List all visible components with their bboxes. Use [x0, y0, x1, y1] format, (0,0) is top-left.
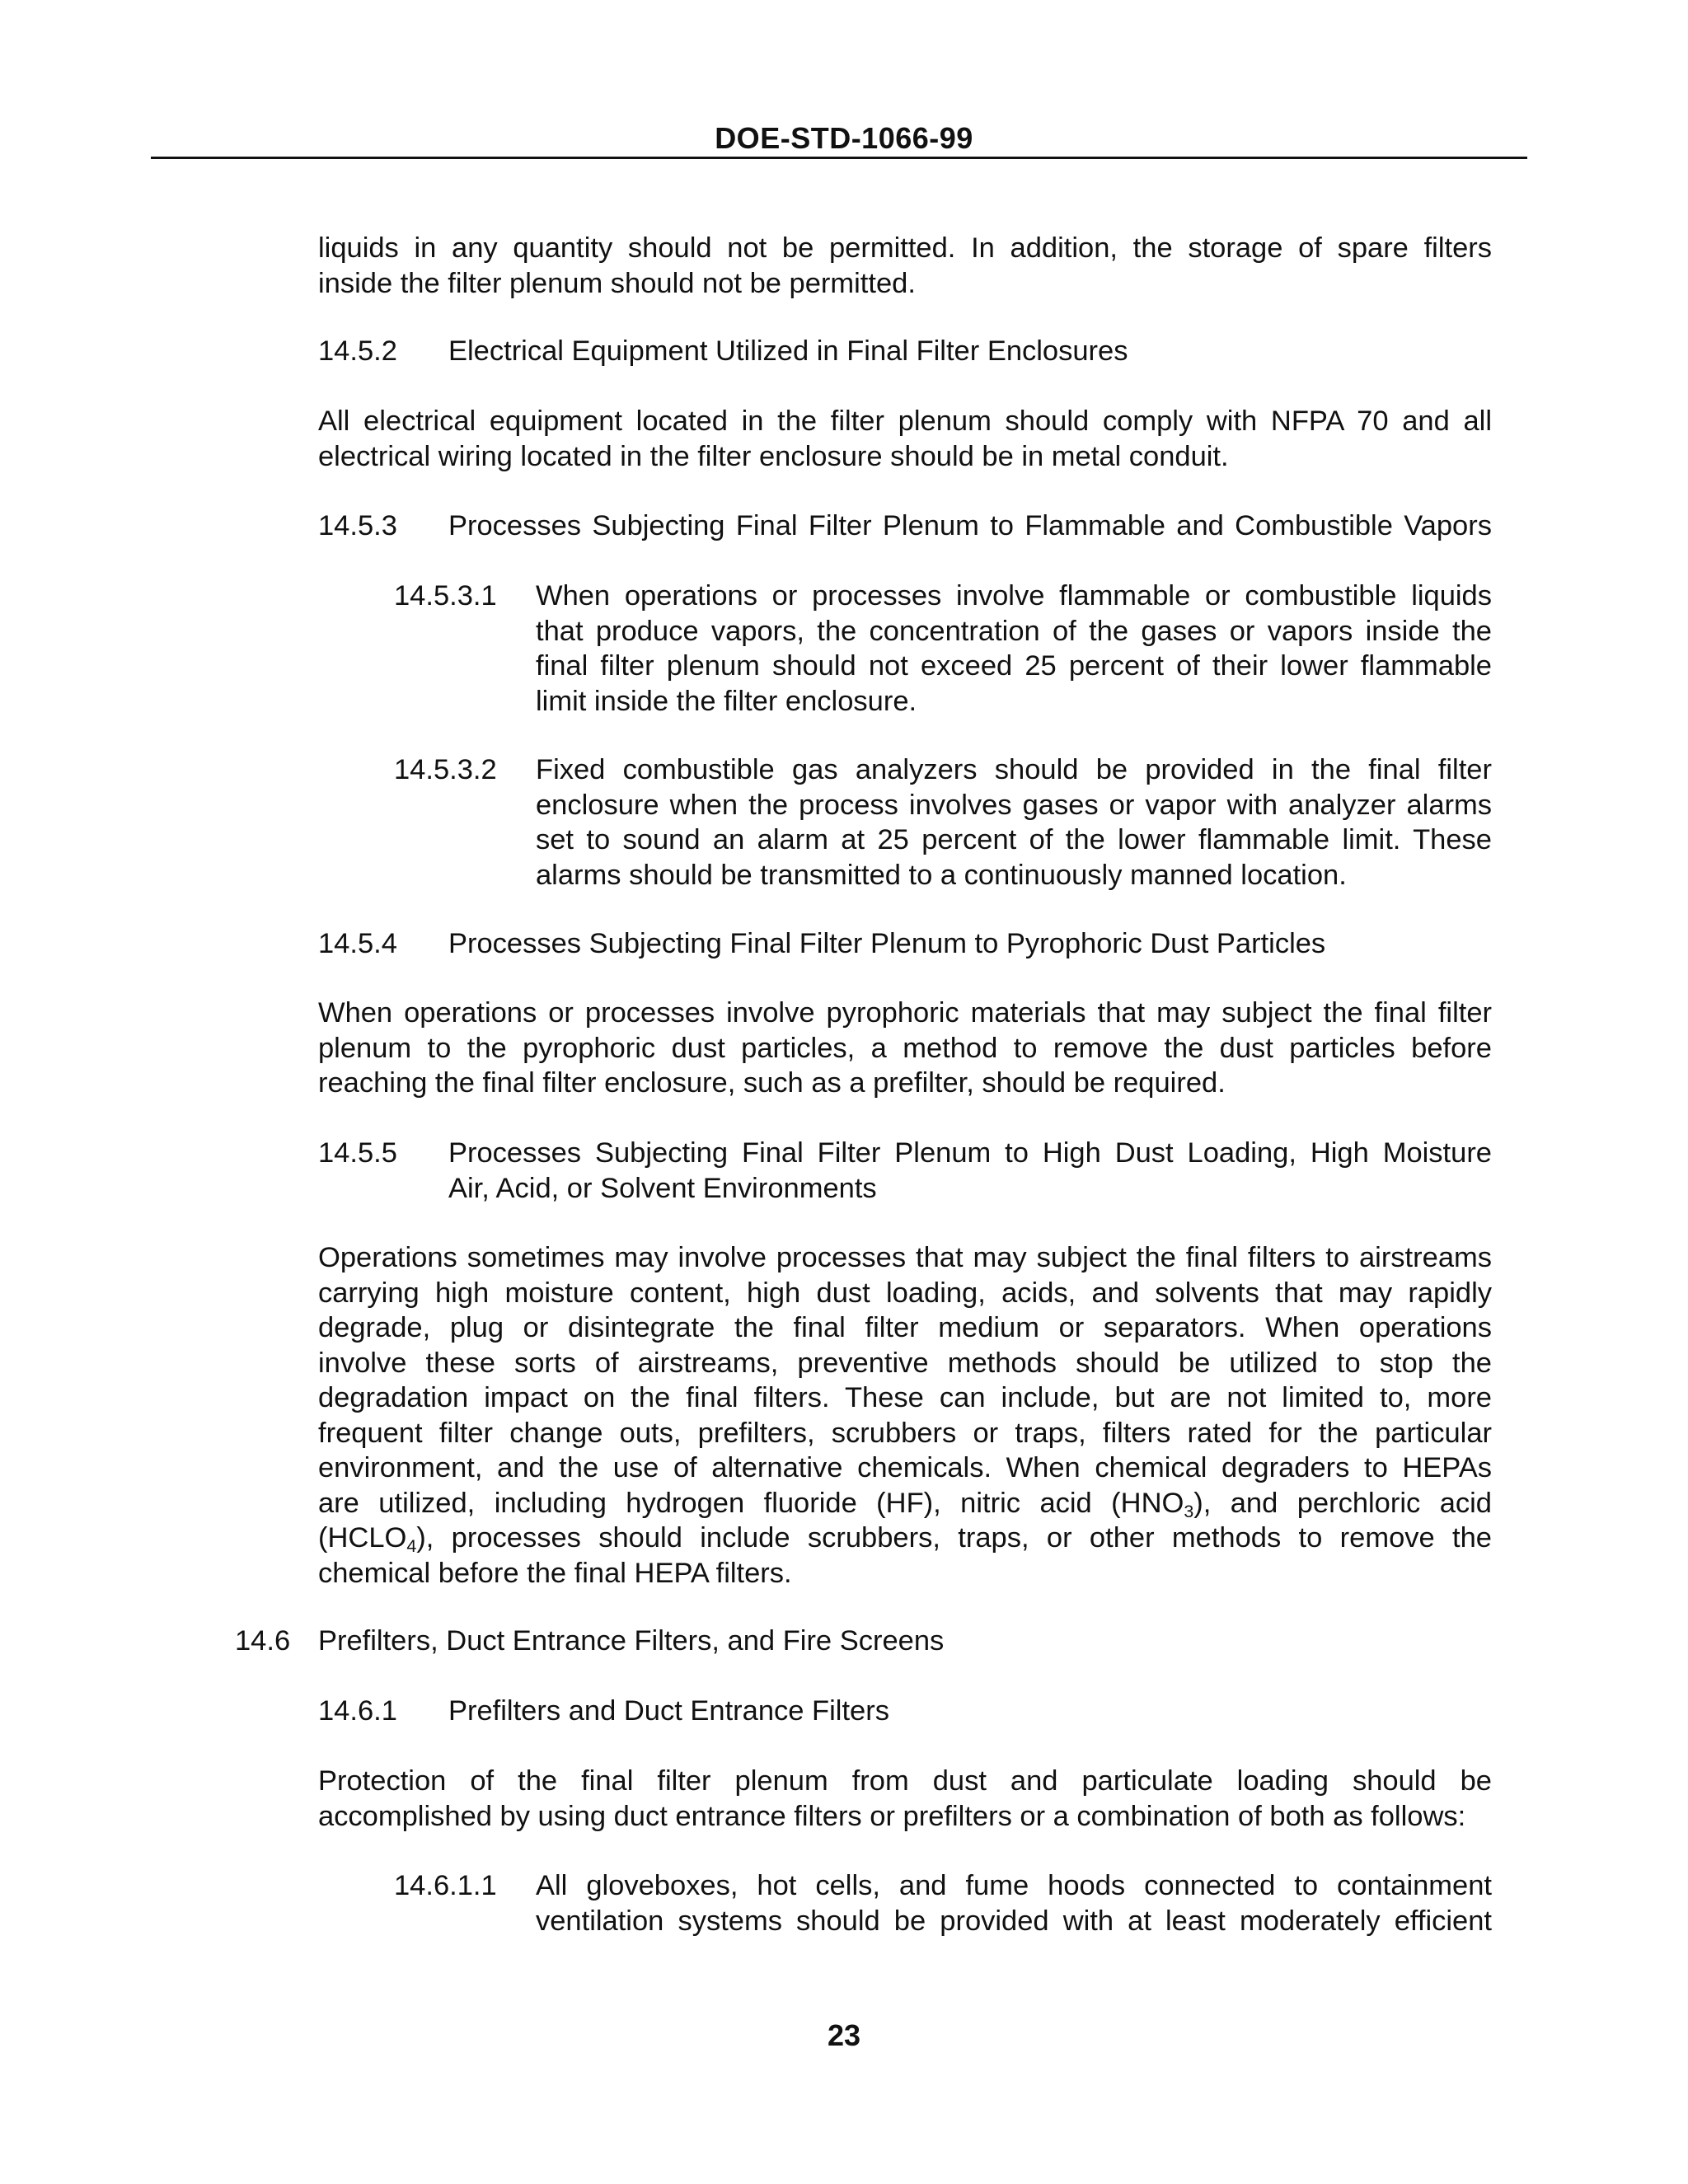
- subitem-14-6-1-1: [394, 1868, 1492, 1938]
- text-line: limit inside the filter enclosure.: [536, 685, 917, 717]
- item-number: 14.5.3.2: [394, 754, 497, 785]
- section-number: 14.5.3: [318, 510, 397, 541]
- text-segment: ), processes should include scrubbers, traps, or other methods to remove the: [416, 1522, 1492, 1554]
- text-line: environment, and the use of alternative chemicals. When chemical degraders to HEPAs: [318, 1452, 1492, 1483]
- text-line-with-subscript: [318, 1486, 1492, 1521]
- text-line: final filter plenum should not exceed 25 percent of their lower flammable: [536, 650, 1492, 682]
- section-heading-14-5-2: [318, 334, 1492, 369]
- text-segment: are utilized, including hydrogen fluoride (HF), nitric acid (HNO: [318, 1487, 1184, 1519]
- text-line-with-subscript: [318, 1521, 1492, 1556]
- text-line: Protection of the final filter plenum from dust and particulate loading should be: [318, 1765, 1492, 1797]
- paragraph-intro: [318, 231, 1492, 301]
- text-line: All electrical equipment located in the filter plenum should comply with NFPA 70 and all: [318, 405, 1492, 437]
- page-number: 23: [827, 2018, 861, 2052]
- paragraph-14-6-1: [318, 1764, 1492, 1834]
- subscript: 4: [406, 1535, 417, 1556]
- paragraph-14-5-5: [318, 1240, 1492, 1591]
- subscript: 3: [1184, 1501, 1194, 1521]
- text-line: frequent filter change outs, prefilters, scrubbers or traps, filters rated for the particular: [318, 1417, 1492, 1449]
- text-line: involve these sorts of airstreams, preventive methods should be utilized to stop the: [318, 1347, 1492, 1379]
- section-number: 14.6.1: [318, 1695, 397, 1727]
- text-line: Operations sometimes may involve processes that may subject the final filters to airstreams: [318, 1242, 1492, 1273]
- text-segment: (HCLO: [318, 1522, 407, 1554]
- text-line: degrade, plug or disintegrate the final filter medium or separators. When operations: [318, 1312, 1492, 1343]
- section-heading-14-6-1: [318, 1694, 1492, 1729]
- paragraph-14-5-4: [318, 996, 1492, 1101]
- section-heading-14-5-5: [318, 1136, 1492, 1206]
- section-title: Prefilters and Duct Entrance Filters: [448, 1695, 889, 1727]
- section-number: 14.5.2: [318, 335, 397, 367]
- text-line: ventilation systems should be provided with at least moderately efficient: [536, 1905, 1492, 1937]
- text-line: accomplished by using duct entrance filters or prefilters or a combination of both as follows:: [318, 1800, 1466, 1832]
- section-number: 14.5.4: [318, 928, 397, 959]
- section-title: Prefilters, Duct Entrance Filters, and Fire Screens: [318, 1625, 945, 1657]
- text-line: carrying high moisture content, high dust loading, acids, and solvents that may rapidly: [318, 1277, 1492, 1309]
- text-line: set to sound an alarm at 25 percent of the lower flammable limit. These: [536, 824, 1492, 855]
- section-title: Electrical Equipment Utilized in Final Filter Enclosures: [448, 335, 1128, 367]
- text-line: plenum to the pyrophoric dust particles, a method to remove the dust particles before: [318, 1032, 1492, 1064]
- text-line: When operations or processes involve flammable or combustible liquids: [536, 580, 1492, 612]
- document-header-title: DOE-STD-1066-99: [715, 121, 973, 155]
- subitem-14-5-3-1: [394, 579, 1492, 719]
- text-line: Fixed combustible gas analyzers should be provided in the final filter: [536, 754, 1492, 785]
- item-number: 14.6.1.1: [394, 1870, 497, 1901]
- section-heading-14-5-3: [318, 509, 1492, 544]
- section-title: Processes Subjecting Final Filter Plenum to Flammable and Combustible Vapors: [448, 510, 1492, 541]
- text-line: liquids in any quantity should not be permitted. In addition, the storage of spare filters: [318, 232, 1492, 264]
- text-segment: ), and perchloric acid: [1193, 1487, 1492, 1519]
- text-line: chemical before the final HEPA filters.: [318, 1557, 792, 1589]
- text-line: enclosure when the process involves gases or vapor with analyzer alarms: [536, 789, 1492, 821]
- section-title-line: Processes Subjecting Final Filter Plenum to High Dust Loading, High Moisture: [448, 1137, 1492, 1169]
- header-rule: [151, 157, 1527, 159]
- section-number: 14.6: [235, 1625, 291, 1657]
- text-line: alarms should be transmitted to a continuously manned location.: [536, 859, 1347, 891]
- text-line: reaching the final filter enclosure, such as a prefilter, should be required.: [318, 1067, 1226, 1099]
- section-title-line: Air, Acid, or Solvent Environments: [448, 1172, 877, 1204]
- section-number: 14.5.5: [318, 1137, 397, 1169]
- section-title: Processes Subjecting Final Filter Plenum to Pyrophoric Dust Particles: [448, 928, 1326, 959]
- section-heading-14-5-4: [318, 926, 1492, 962]
- subitem-14-5-3-2: [394, 752, 1492, 893]
- text-line: inside the filter plenum should not be permitted.: [318, 267, 916, 299]
- item-number: 14.5.3.1: [394, 580, 497, 612]
- text-line: All gloveboxes, hot cells, and fume hoods connected to containment: [536, 1870, 1492, 1901]
- section-heading-14-6: [235, 1624, 1492, 1659]
- text-line: When operations or processes involve pyrophoric materials that may subject the final filter: [318, 997, 1492, 1029]
- text-line: electrical wiring located in the filter enclosure should be in metal conduit.: [318, 440, 1229, 472]
- text-line: that produce vapors, the concentration of the gases or vapors inside the: [536, 615, 1492, 647]
- text-line: degradation impact on the final filters. These can include, but are not limited to, more: [318, 1382, 1492, 1413]
- paragraph-14-5-2: [318, 404, 1492, 474]
